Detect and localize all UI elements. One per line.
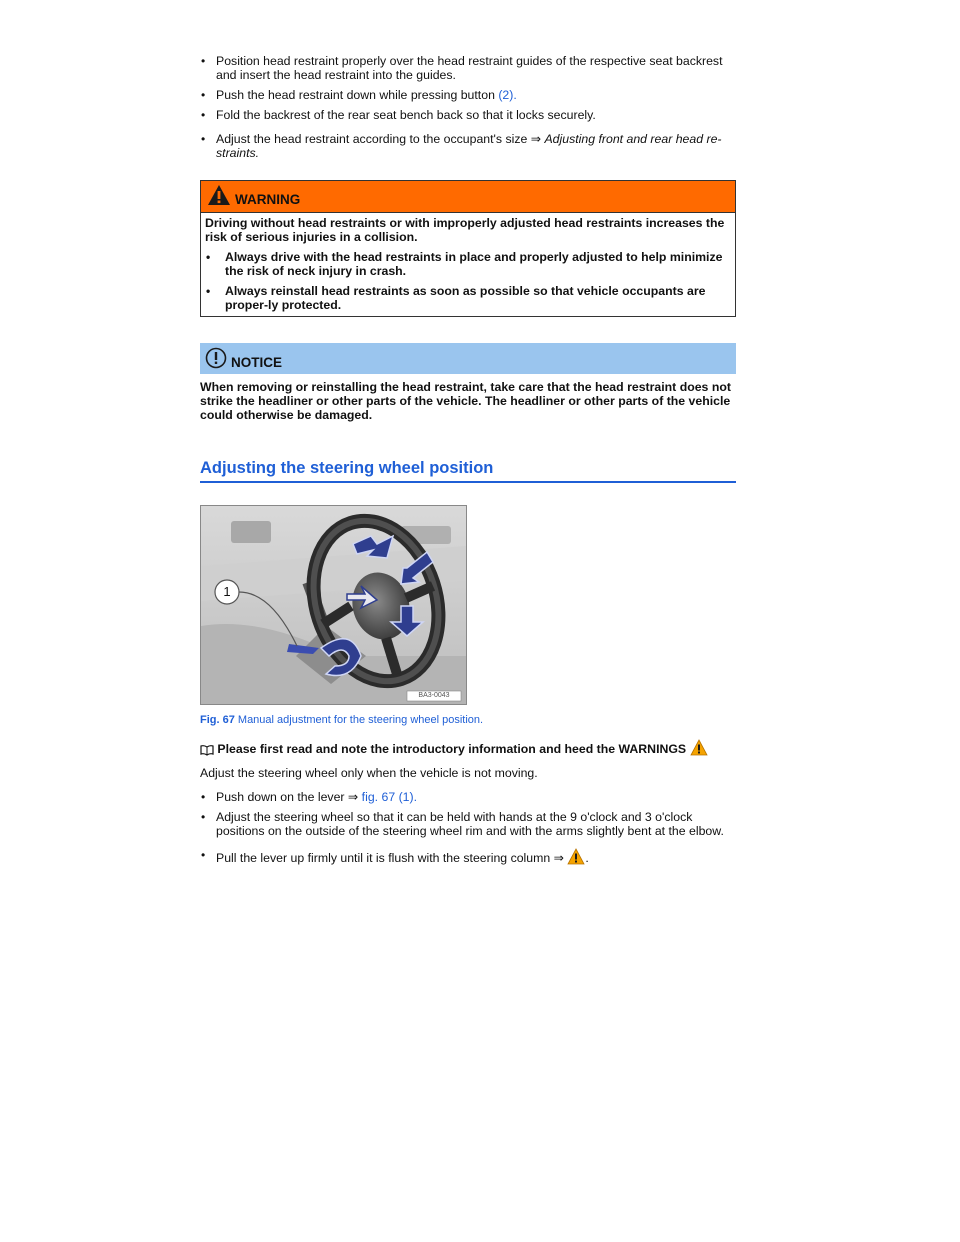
- warning-lead: Driving without head restraints or with improperly adjusted head restraints increases the risk of serious injuries in a collision.: [205, 216, 725, 244]
- list-item: • Adjust the head restraint according to the occupant's size ⇒ Adjusting front and rear head re-straints.: [200, 132, 736, 160]
- notice-exclamation-icon: [205, 347, 227, 372]
- warning-header: [201, 181, 735, 213]
- warning-triangle-icon[interactable]: [567, 848, 585, 868]
- list-item: • Push the head restraint down while pressing button (2).: [200, 88, 736, 102]
- steering-wheel-figure: [200, 505, 467, 705]
- fig-67-link[interactable]: fig. 67 (1).: [361, 790, 418, 804]
- figure-code: BA3-0043: [418, 692, 450, 699]
- book-icon: [200, 744, 214, 759]
- section-title: Adjusting the steering wheel position: [200, 458, 736, 483]
- list-item: • Pull the lever up firmly until it is flush with the steering column ⇒ .: [200, 848, 736, 868]
- figure-caption-text: Manual adjustment for the steering wheel position.: [237, 714, 484, 726]
- list-item: • Position head restraint properly over the head restraint guides of the respective seat backrest and insert the head restraint into the guides.: [200, 54, 736, 82]
- warning-bullet: • Always reinstall head restraints as soon as possible so that vehicle occupants are proper-ly protected.: [205, 284, 731, 312]
- page-content: [200, 54, 736, 874]
- warning-body: [201, 213, 735, 316]
- figure-callout-1: 1: [223, 584, 231, 599]
- button-2-link[interactable]: (2).: [498, 88, 517, 102]
- figure-caption: [200, 713, 736, 727]
- read-first-note: Please first read and note the introductory information and heed the WARNINGS: [200, 739, 736, 759]
- intro-line: Adjust the steering wheel only when the vehicle is not moving.: [200, 766, 538, 780]
- warning-bullet: • Always drive with the head restraints in place and properly adjusted to help minimize the risk of neck injury in crash.: [205, 250, 731, 278]
- warning-title: WARNING: [235, 192, 301, 207]
- warning-box: [200, 180, 736, 317]
- list-item: • Push down on the lever ⇒ fig. 67 (1).: [200, 790, 736, 804]
- notice-title: NOTICE: [231, 355, 283, 370]
- notice-text: When removing or reinstalling the head restraint, take care that the head restraint does not strike the headliner or other parts of the vehicle. The headliner or other parts of the vehicle could otherwise be damaged.: [200, 380, 731, 422]
- figure-number: Fig. 67: [200, 714, 235, 726]
- list-item: • Adjust the steering wheel so that it can be held with hands at the 9 o'clock and 3 o'clock positions on the outside of the steering wheel rim and with the arms slightly bent at the elbow.: [200, 810, 736, 838]
- notice-header: [200, 343, 736, 374]
- warning-triangle-icon: [207, 184, 231, 209]
- adjust-head-restraints-link[interactable]: Adjusting front and rear head re-straints.: [216, 132, 722, 160]
- warning-triangle-icon[interactable]: [690, 739, 708, 759]
- list-item: • Fold the backrest of the rear seat bench back so that it locks securely.: [200, 108, 736, 122]
